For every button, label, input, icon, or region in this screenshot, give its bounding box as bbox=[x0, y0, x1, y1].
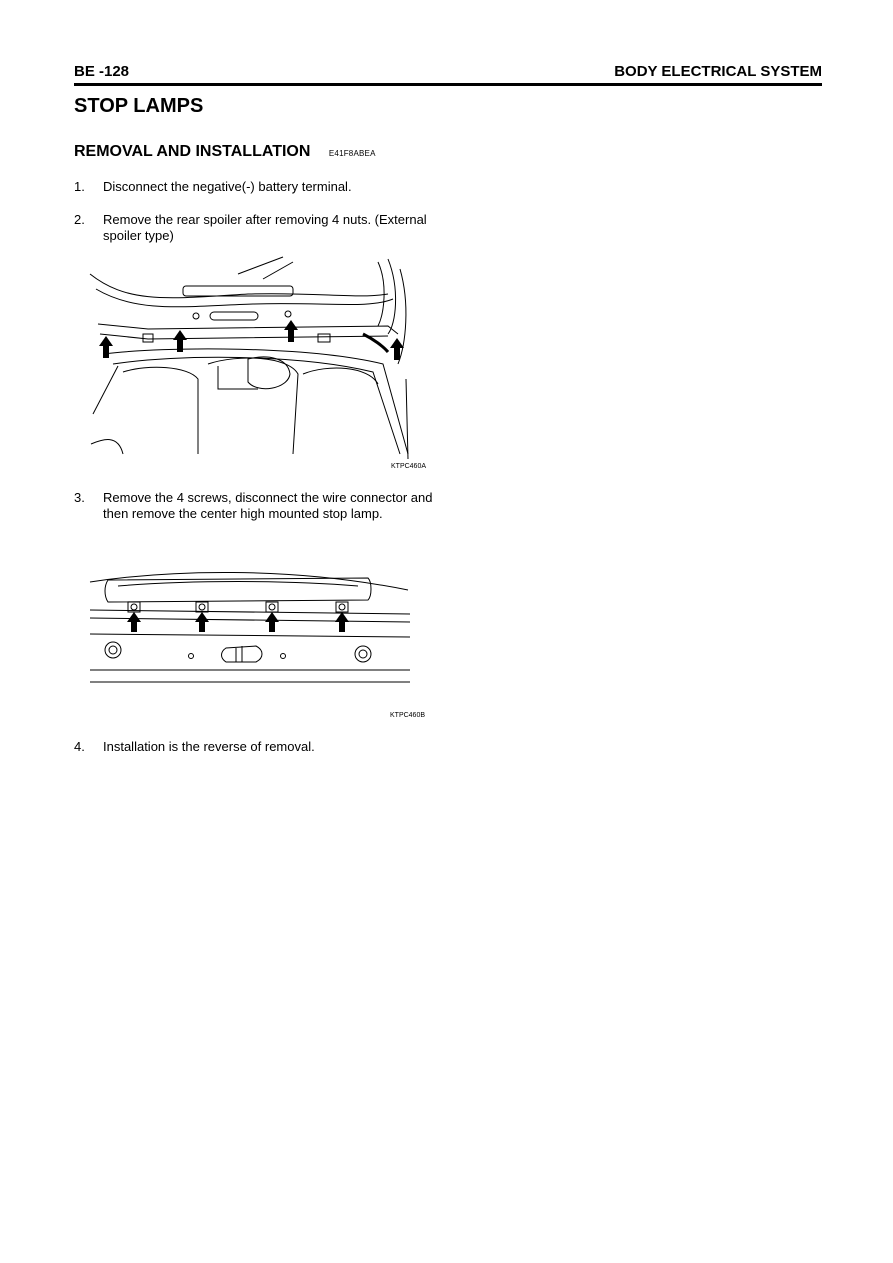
step-text: Disconnect the negative(-) battery terminal. bbox=[103, 179, 352, 194]
subheading-code: E41F8ABEA bbox=[328, 149, 376, 158]
rear-spoiler-illustration bbox=[88, 254, 438, 464]
header-rule bbox=[74, 83, 822, 86]
section-name: BODY ELECTRICAL SYSTEM bbox=[614, 63, 822, 80]
step-number: 4. bbox=[74, 739, 85, 754]
step-text: Installation is the reverse of removal. bbox=[103, 739, 315, 754]
figure-code: KTPC460A bbox=[391, 463, 427, 470]
step-number: 1. bbox=[74, 179, 85, 194]
page-title: STOP LAMPS bbox=[74, 95, 204, 117]
section-subheading bbox=[74, 143, 376, 161]
step-number: 2. bbox=[74, 212, 85, 227]
step-number: 3. bbox=[74, 490, 85, 505]
step-text: Remove the 4 screws, disconnect the wire connector and then remove the center high mounted stop lamp. bbox=[103, 490, 433, 521]
page-header bbox=[74, 63, 822, 85]
figure-code: KTPC460B bbox=[390, 712, 426, 719]
step-text: Remove the rear spoiler after removing 4 nuts. (External spoiler type) bbox=[103, 212, 427, 243]
subheading-label: REMOVAL AND INSTALLATION bbox=[74, 143, 311, 160]
stop-lamp-illustration bbox=[88, 562, 413, 697]
page-number: BE -128 bbox=[74, 63, 130, 80]
